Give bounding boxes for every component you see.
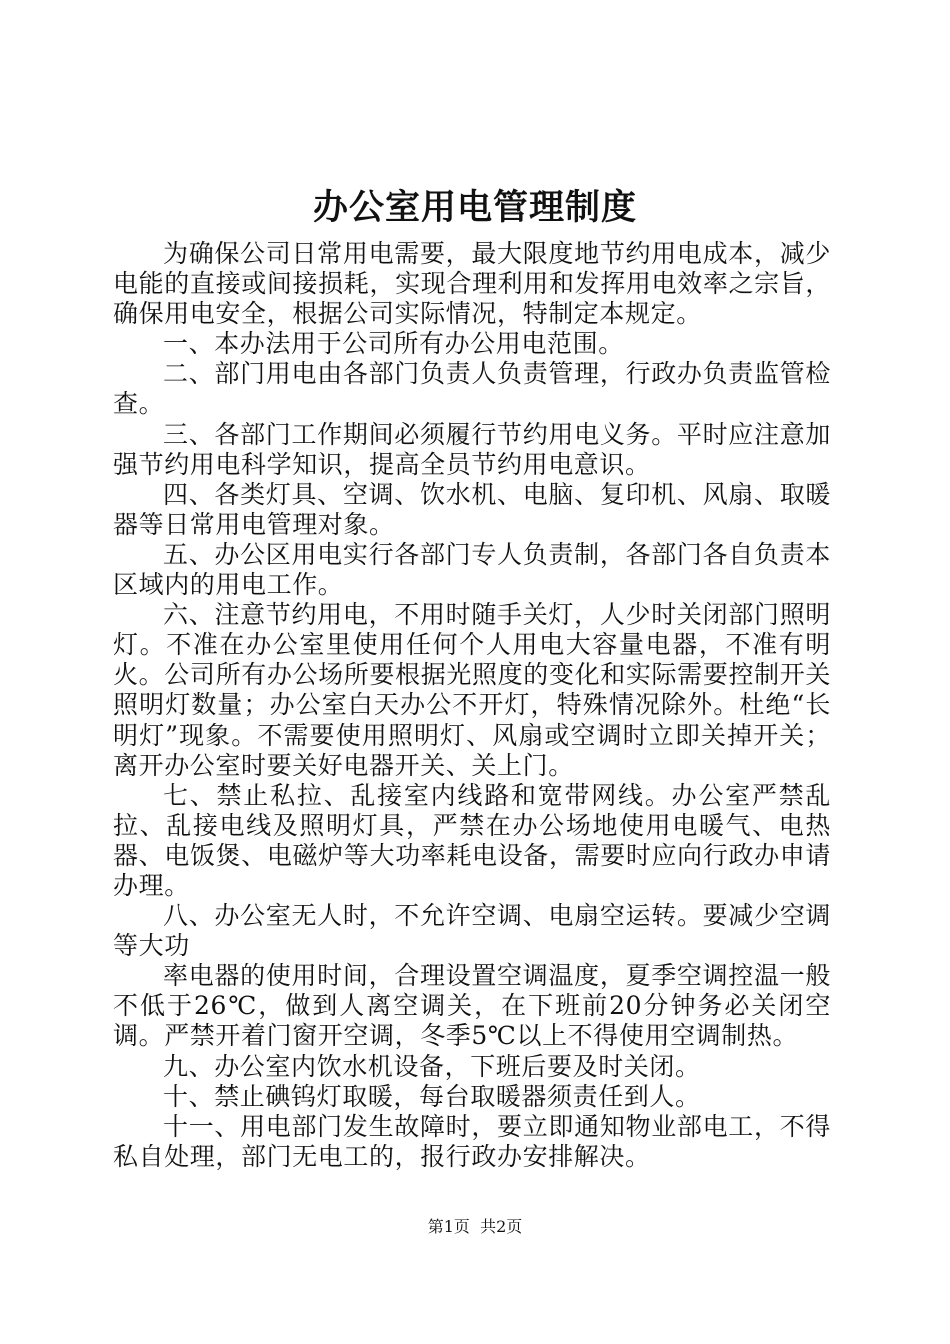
paragraph-rule-4: 四、各类灯具、空调、饮水机、电脑、复印机、风扇、取暖器等日常用电管理对象。 <box>113 479 831 539</box>
paragraph-rule-9: 九、办公室内饮水机设备，下班后要及时关闭。 <box>163 1051 701 1081</box>
paragraph-rule-3: 三、各部门工作期间必须履行节约用电义务。平时应注意加强节约用电科学知识，提高全员节约用电意识。 <box>113 419 831 479</box>
paragraph-rule-10: 十、禁止碘钨灯取暖，每台取暖器须责任到人。 <box>163 1081 701 1111</box>
paragraph-rule-2: 二、部门用电由各部门负责人负责管理，行政办负责监管检查。 <box>113 359 831 419</box>
paragraph-rule-8-continued: 率电器的使用时间，合理设置空调温度，夏季空调控温一般不低于26℃，做到人离空调关，在下班前20分钟务必关闭空调。严禁开着门窗开空调，冬季5℃以上不得使用空调制热。 <box>113 961 831 1051</box>
page-number-footer: 第1页 共2页 <box>427 1217 523 1236</box>
paragraph-rule-5: 五、办公区用电实行各部门专人负责制，各部门各自负责本区域内的用电工作。 <box>113 539 831 600</box>
document-title: 办公室用电管理制度 <box>312 187 637 228</box>
document-body <box>113 239 831 1172</box>
paragraph-intro: 为确保公司日常用电需要，最大限度地节约用电成本，减少电能的直接或间接损耗，实现合理利用和发挥用电效率之宗旨，确保用电安全，根据公司实际情况，特制定本规定。 <box>113 239 831 329</box>
paragraph-rule-7: 七、禁止私拉、乱接室内线路和宽带网线。办公室严禁乱拉、乱接电线及照明灯具，严禁在办公场地使用电暖气、电热器、电饭煲、电磁炉等大功率耗电设备，需要时应向行政办申请办理。 <box>113 780 831 900</box>
paragraph-rule-11: 十一、用电部门发生故障时，要立即通知物业部电工，不得私自处理，部门无电工的，报行政办安排解决。 <box>113 1111 831 1171</box>
paragraph-rule-8: 八、办公室无人时，不允许空调、电扇空运转。要减少空调等大功 <box>113 901 831 961</box>
paragraph-rule-6: 六、注意节约用电，不用时随手关灯，人少时关闭部门照明灯。不准在办公室里使用任何个人用电大容量电器，不准有明火。公司所有办公场所要根据光照度的变化和实际需要控制开关照明灯数量；办公室白天办公不开灯，特殊情况除外。杜绝“长明灯”现象。不需要使用照明灯、风扇或空调时立即关掉开关；离开办公室时要关好电器开关、关上门。 <box>113 600 831 780</box>
paragraph-rule-1: 一、本办法用于公司所有办公用电范围。 <box>163 329 624 359</box>
